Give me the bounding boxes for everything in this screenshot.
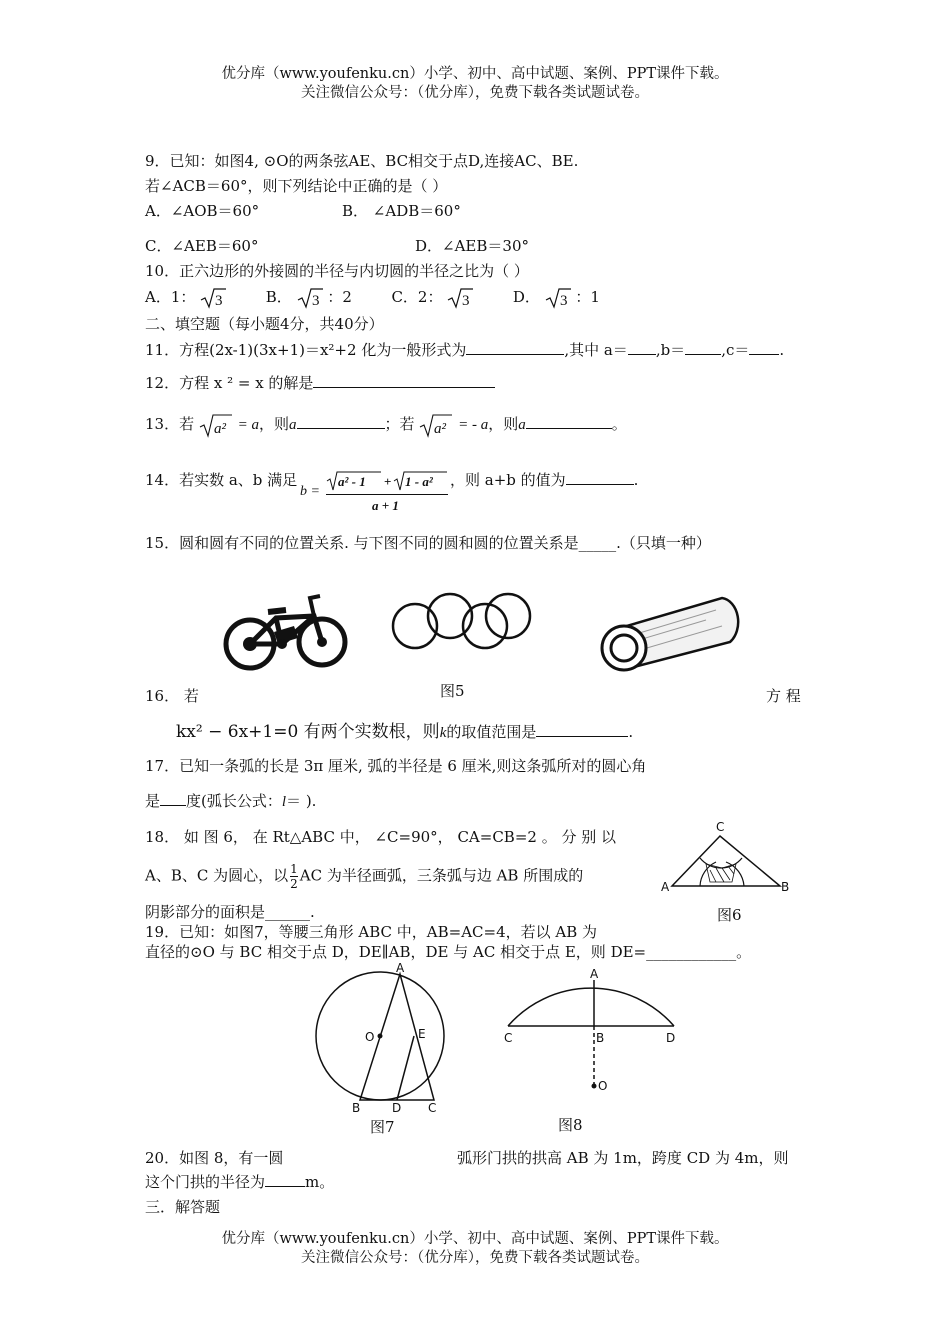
fig8-label-b: B (596, 1031, 605, 1045)
answer-blank (297, 414, 385, 429)
q17-end: ＝ ). (286, 792, 317, 810)
q10-d-prefix: D． (512, 288, 540, 306)
answer-blank (536, 722, 628, 737)
q16-prefix: 16． 若 (145, 687, 199, 705)
q11-stem: 11．方程(2x-1)(3x+1)＝x²+2 化为一般形式为 (145, 341, 467, 359)
q10-b-radicand: 3 (311, 293, 320, 309)
fig8-label-o: O (598, 1079, 608, 1093)
q14-num-2: 1 - a² (405, 474, 433, 489)
q11-end: . (779, 341, 785, 359)
fig7-caption: 图7 (370, 1118, 395, 1136)
figure-8-arch (498, 966, 688, 1096)
section-2-title: 二、填空题（每小题4分，共40分） (145, 315, 384, 333)
q18-line-2 (145, 862, 583, 891)
fig6-label-c: C (716, 820, 725, 834)
q9-option-d: D．∠AEB＝30° (415, 237, 529, 255)
q14-numerator (326, 470, 448, 492)
fig7-label-e: E (418, 1027, 426, 1041)
sqrt-symbol (200, 287, 226, 309)
q14-prefix: 14．若实数 a、b 满足 (145, 471, 298, 489)
q19-line-1: 19．已知：如图7，等腰三角形 ABC 中，AB=AC=4，若以 AB 为 (145, 923, 598, 941)
q17-mid: 度(弧长公式： (186, 792, 282, 810)
q11-c-label: ,c＝ (721, 341, 750, 359)
answer-blank (566, 470, 634, 485)
answer-blank (685, 340, 721, 355)
q14-b-equals: b = (300, 484, 320, 499)
fig7-label-o: O (365, 1030, 375, 1044)
q14-end: . (633, 471, 639, 489)
q14-denominator: a + 1 (372, 498, 399, 513)
answer-blank (628, 340, 656, 355)
q16-line-2 (176, 722, 633, 743)
q9-line-1: 9．已知：如图4, ⊙O的两条弦AE、BC相交于点D,连接AC、BE. (145, 152, 579, 170)
answer-blank (265, 1172, 305, 1187)
header-line-2: 关注微信公众号：（优分库），免费下载各类试题试卷。 (301, 85, 649, 101)
q13-var-2: a (518, 417, 526, 433)
q10-b-prefix: B． (265, 288, 292, 306)
q10-a-radicand: 3 (215, 293, 223, 309)
q11 (145, 340, 784, 360)
q10-d-radicand: 3 (559, 293, 568, 309)
sqrt-symbol (297, 287, 323, 309)
answer-blank (160, 791, 186, 806)
q12-stem: 12．方程 x ² = x 的解是 (145, 374, 314, 392)
q11-b-label: ,b＝ (655, 341, 686, 359)
q13-var-1: a (289, 417, 297, 433)
q16-equation: kx² − 6x+1=0 有两个实数根，则 (176, 722, 440, 742)
q14-num-1: a² - 1 (338, 474, 366, 489)
answer-blank (313, 373, 495, 388)
footer-line-1: 优分库（www.youfenku.cn）小学、初中、高中试题、案例、PPT课件下载。 (221, 1231, 729, 1247)
half-denominator: 2 (290, 877, 298, 891)
sqrt-symbol (199, 412, 233, 438)
fig7-label-c: C (428, 1101, 437, 1112)
q10-stem: 10．正六边形的外接圆的半径与内切圆的半径之比为（ ） (145, 262, 529, 280)
q20-line-2 (145, 1172, 334, 1192)
q18-line-1: 18． 如 图 6， 在 Rt△ABC 中， ∠C=90°， CA=CB=2 。 分 别 以 (145, 828, 617, 846)
q10-b-suffix: ：2 (327, 288, 352, 306)
q16-k: k (439, 725, 447, 741)
q20-end: m。 (305, 1173, 335, 1191)
sqrt-symbol (419, 412, 453, 438)
section-3-title: 三．解答题 (145, 1198, 221, 1216)
fig6-label-a: A (661, 880, 670, 894)
olympic-rings-image (390, 592, 534, 660)
answer-blank (466, 340, 564, 355)
q13-then-1: ，则 (259, 415, 290, 433)
figure-7-circle-triangle (312, 960, 448, 1112)
sqrt-symbol (545, 287, 571, 309)
fig7-label-a: A (396, 961, 405, 975)
q14-suffix (450, 470, 638, 490)
fig8-label-c: C (504, 1031, 513, 1045)
q12 (145, 373, 495, 393)
q15: 15．圆和圆有不同的位置关系. 与下图不同的圆和圆的位置关系是_____.（只填一种） (145, 534, 711, 552)
figure-6-triangle (660, 820, 796, 896)
q20-pre: 这个门拱的半径为 (145, 1173, 266, 1191)
q13-eq-1: = a (237, 417, 260, 433)
fig7-label-d: D (392, 1101, 402, 1112)
q10-options (145, 287, 600, 309)
fig7-label-b: B (352, 1101, 361, 1112)
q9-option-c: C．∠AEB＝60° (145, 237, 259, 255)
q17-line-1: 17．已知一条弧的长是 3π 厘米, 弧的半径是 6 厘米,则这条弧所对的圆心角 (145, 757, 647, 775)
q10-c-radicand: 3 (462, 293, 470, 309)
header-line-1: 优分库（www.youfenku.cn）小学、初中、高中试题、案例、PPT课件下载。 (221, 66, 729, 82)
q18-post: AC 为半径画弧，三条弧与边 AB 所围成的 (299, 866, 584, 885)
q9-option-a: A．∠AOB＝60° (145, 202, 260, 220)
q17-line-2 (145, 791, 316, 812)
q17-pre: 是 (145, 792, 161, 810)
q17-l: l (281, 794, 287, 810)
fig5-caption: 图5 (440, 682, 465, 700)
q10-c-prefix: C．2： (391, 288, 443, 306)
q18-line-3: 阴影部分的面积是______. (145, 903, 315, 921)
q9-option-b: B． ∠ADB＝60° (342, 202, 461, 220)
q14-plus: + (384, 474, 392, 489)
fig8-label-d: D (666, 1031, 676, 1045)
half-fraction (290, 862, 298, 891)
q14-post: ，则 a+b 的值为 (450, 471, 566, 489)
fig6-caption: 图6 (717, 906, 742, 924)
q16-post: 的取值范围是 (446, 723, 537, 741)
q13-end: 。 (611, 415, 627, 433)
q19-line-2: 直径的⊙O 与 BC 相交于点 D，DE∥AB，DE 与 AC 相交于点 E，则 DE=____________。 (145, 943, 752, 961)
q10-d-suffix: ：1 (575, 288, 600, 306)
q13-then-2: ，则 (488, 415, 519, 433)
q13-radicand-2: a² (434, 421, 447, 437)
bicycle-image (220, 592, 350, 674)
q13-prefix: 13．若 (145, 415, 195, 433)
footer-line-2: 关注微信公众号：（优分库），免费下载各类试题试卷。 (301, 1250, 649, 1266)
q10-a-prefix: A．1： (145, 288, 196, 306)
answer-blank (526, 414, 612, 429)
tube-image (596, 592, 746, 672)
fig6-label-b: B (781, 880, 790, 894)
q18-pre: A、B、C 为圆心，以 (145, 866, 289, 885)
fraction-bar (326, 494, 448, 495)
q13-eq-2: = - a (458, 417, 489, 433)
fig8-caption: 图8 (558, 1116, 583, 1134)
sqrt-symbol (447, 287, 473, 309)
q20-line-1-pre: 20．如图 8，有一圆 (145, 1149, 284, 1167)
half-numerator: 1 (290, 862, 298, 876)
q16-end: . (628, 723, 634, 741)
q16-right: 方 程 (766, 687, 801, 705)
q13-radicand-1: a² (213, 421, 226, 437)
fig8-label-a: A (590, 967, 599, 981)
q13-separator: ；若 (384, 415, 415, 433)
q20-line-1-post: 弧形门拱的拱高 AB 为 1m，跨度 CD 为 4m，则 (457, 1149, 789, 1167)
q13 (145, 412, 627, 438)
answer-blank (749, 340, 779, 355)
q11-a-label: ,其中 a＝ (564, 341, 628, 359)
q9-line-2: 若∠ACB＝60°，则下列结论中正确的是（ ） (145, 177, 448, 195)
